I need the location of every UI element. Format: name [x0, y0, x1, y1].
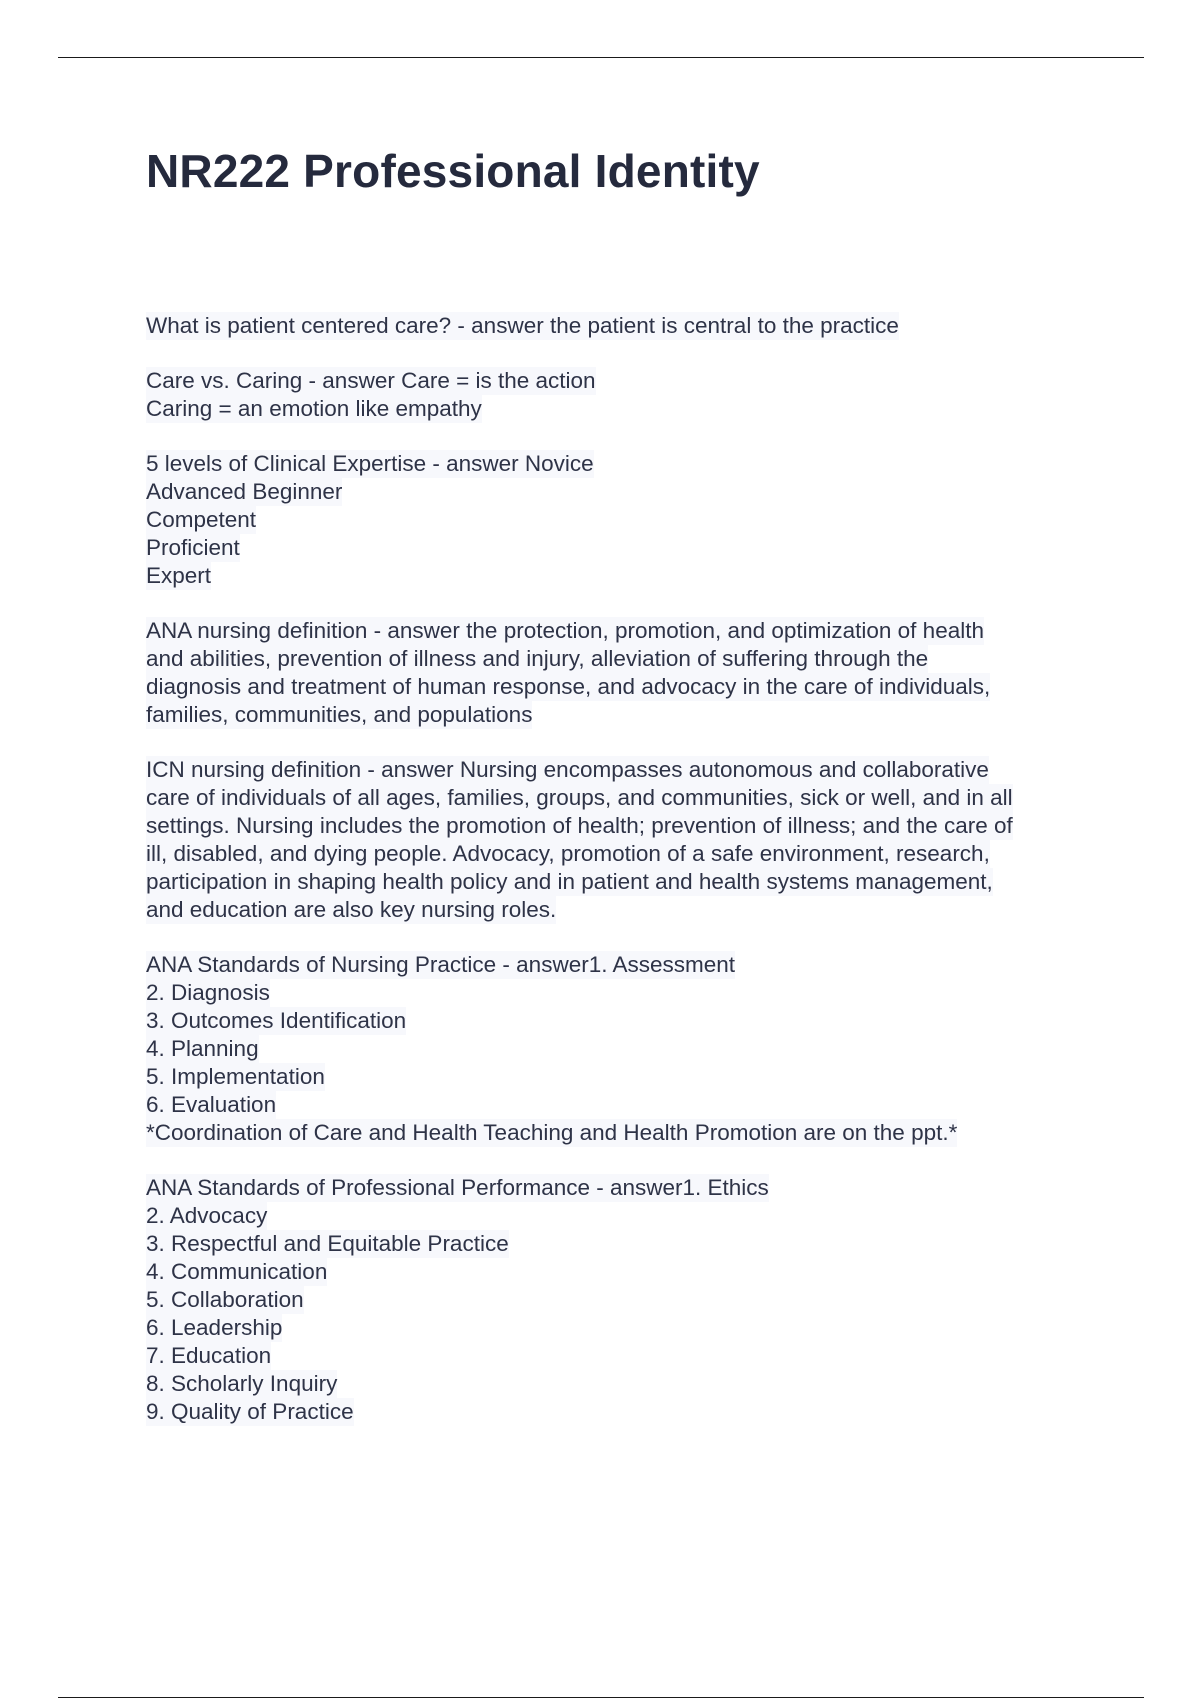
text-line: diagnosis and treatment of human response, and advocacy in the care of individuals,	[146, 674, 991, 699]
top-rule	[58, 57, 1144, 58]
qa-ana-standards-nursing-practice	[146, 951, 1086, 1147]
text-line: and education are also key nursing roles.	[146, 897, 557, 922]
text-line: 2. Advocacy	[146, 1203, 268, 1228]
qa-care-vs-caring	[146, 367, 1086, 423]
text-line: Proficient	[146, 535, 240, 560]
text-line: settings. Nursing includes the promotion of health; prevention of illness; and the care of	[146, 813, 1013, 838]
text-line: 6. Leadership	[146, 1315, 283, 1340]
text-line: 3. Outcomes Identification	[146, 1008, 407, 1033]
text-line: care of individuals of all ages, families, groups, and communities, sick or well, and in all	[146, 785, 1013, 810]
text-line: 9. Quality of Practice	[146, 1399, 354, 1424]
text-line: families, communities, and populations	[146, 702, 533, 727]
text-line: 7. Education	[146, 1343, 272, 1368]
text-line: 5. Implementation	[146, 1064, 325, 1089]
qa-clinical-expertise	[146, 450, 1086, 590]
text-line: Competent	[146, 507, 257, 532]
qa-icn-nursing-definition	[146, 756, 1086, 924]
text-line: ANA Standards of Nursing Practice - answer1. Assessment	[146, 952, 736, 977]
document-title: NR222 Professional Identity	[146, 145, 760, 197]
text-line: ANA Standards of Professional Performance - answer1. Ethics	[146, 1175, 769, 1200]
qa-ana-standards-professional-performance	[146, 1174, 1086, 1426]
text-line: 5. Collaboration	[146, 1287, 304, 1312]
document-body	[146, 312, 1086, 1453]
text-line: ill, disabled, and dying people. Advocacy, promotion of a safe environment, research,	[146, 841, 990, 866]
text-line: Advanced Beginner	[146, 479, 343, 504]
text-line: 4. Planning	[146, 1036, 259, 1061]
qa-ana-nursing-definition	[146, 617, 1086, 729]
text-line: *Coordination of Care and Health Teaching and Health Promotion are on the ppt.*	[146, 1120, 958, 1145]
text-line: 3. Respectful and Equitable Practice	[146, 1231, 509, 1256]
text-line: 5 levels of Clinical Expertise - answer Novice	[146, 451, 594, 476]
text-line: participation in shaping health policy and in patient and health systems management,	[146, 869, 993, 894]
qa-patient-centered-care	[146, 312, 1086, 340]
text-line: 8. Scholarly Inquiry	[146, 1371, 338, 1396]
text-line: Caring = an emotion like empathy	[146, 396, 482, 421]
bottom-rule	[58, 1697, 1144, 1698]
text-line: ANA nursing definition - answer the protection, promotion, and optimization of health	[146, 618, 984, 643]
text-line: ICN nursing definition - answer Nursing encompasses autonomous and collaborative	[146, 757, 989, 782]
text-line: Expert	[146, 563, 212, 588]
text-line: 6. Evaluation	[146, 1092, 277, 1117]
text-line: 2. Diagnosis	[146, 980, 270, 1005]
text-line: What is patient centered care? - answer the patient is central to the practice	[146, 313, 899, 338]
text-line: 4. Communication	[146, 1259, 328, 1284]
text-line: and abilities, prevention of illness and injury, alleviation of suffering through the	[146, 646, 929, 671]
text-line: Care vs. Caring - answer Care = is the action	[146, 368, 596, 393]
